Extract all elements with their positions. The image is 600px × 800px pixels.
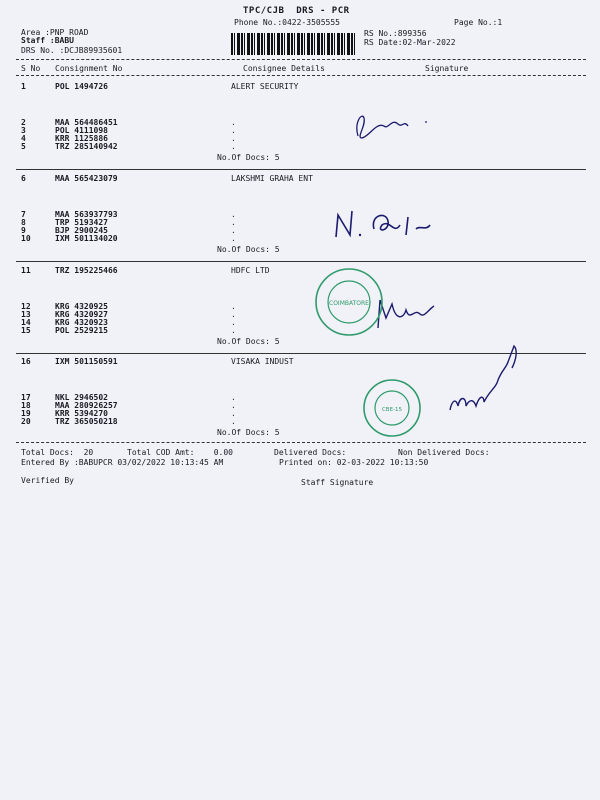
group-divider bbox=[16, 169, 586, 170]
entered-by: Entered By :BABUPCR 03/02/2022 10:13:45 AM bbox=[21, 458, 224, 467]
consignee-dot: . bbox=[231, 409, 236, 418]
consignee-dot: . bbox=[231, 210, 236, 219]
docs-count: No.Of Docs: 5 bbox=[217, 428, 280, 437]
row-sno: 16 bbox=[21, 357, 31, 366]
consignment-number: KRG 4320925 bbox=[55, 302, 108, 311]
visaka-stamp bbox=[360, 376, 424, 440]
consignee-dot: . bbox=[231, 302, 236, 311]
consignee-dot: . bbox=[231, 417, 236, 426]
docs-count: No.Of Docs: 5 bbox=[217, 245, 280, 254]
row-sno: 7 bbox=[21, 210, 26, 219]
consignee-dot: . bbox=[231, 401, 236, 410]
divider bbox=[16, 75, 586, 76]
consignment-number: TRZ 285140942 bbox=[55, 142, 118, 151]
row-sno: 2 bbox=[21, 118, 26, 127]
signature-2 bbox=[330, 205, 460, 245]
row-sno: 12 bbox=[21, 302, 31, 311]
consignee-dot: . bbox=[231, 318, 236, 327]
column-sno: S No bbox=[21, 64, 41, 73]
consignment-number: TRP 5193427 bbox=[55, 218, 108, 227]
consignment-number: TRZ 365050218 bbox=[55, 417, 118, 426]
column-signature: Signature bbox=[425, 64, 469, 73]
consignment-number: POL 1494726 bbox=[55, 82, 108, 91]
total-docs: Total Docs: 20 bbox=[21, 448, 94, 457]
consignment-number: POL 2529215 bbox=[55, 326, 108, 335]
row-sno: 4 bbox=[21, 134, 26, 143]
non-delivered-docs: Non Delivered Docs: bbox=[398, 448, 490, 457]
row-sno: 10 bbox=[21, 234, 31, 243]
consignment-number: KRR 5394270 bbox=[55, 409, 108, 418]
consignee-dot: . bbox=[231, 234, 236, 243]
delivered-docs: Delivered Docs: bbox=[274, 448, 347, 457]
consignee-dot: . bbox=[231, 310, 236, 319]
area-label: Area :PNP ROAD bbox=[21, 28, 89, 37]
row-sno: 13 bbox=[21, 310, 31, 319]
row-sno: 19 bbox=[21, 409, 31, 418]
rs-number: RS No.:899356 bbox=[364, 29, 427, 38]
consignee-dot: . bbox=[231, 326, 236, 335]
consignment-number: TRZ 195225466 bbox=[55, 266, 118, 275]
row-sno: 17 bbox=[21, 393, 31, 402]
consignment-number: MAA 565423079 bbox=[55, 174, 118, 183]
column-consignment: Consignment No bbox=[55, 64, 123, 73]
row-sno: 14 bbox=[21, 318, 31, 327]
consignment-number: KRG 4320927 bbox=[55, 310, 108, 319]
row-sno: 6 bbox=[21, 174, 26, 183]
rs-date: RS Date:02-Mar-2022 bbox=[364, 38, 456, 47]
consignee-name: HDFC LTD bbox=[231, 266, 270, 275]
divider bbox=[16, 59, 586, 60]
consignee-dot: . bbox=[231, 393, 236, 402]
row-sno: 9 bbox=[21, 226, 26, 235]
signature-4 bbox=[444, 340, 534, 420]
row-sno: 11 bbox=[21, 266, 31, 275]
docs-count: No.Of Docs: 5 bbox=[217, 153, 280, 162]
barcode bbox=[231, 33, 357, 55]
consignment-number: IXM 501150591 bbox=[55, 357, 118, 366]
consignee-dot: . bbox=[231, 118, 236, 127]
row-sno: 5 bbox=[21, 142, 26, 151]
consignee-name: ALERT SECURITY bbox=[231, 82, 299, 91]
document-title: TPC/CJB DRS - PCR bbox=[243, 6, 350, 16]
row-sno: 20 bbox=[21, 417, 31, 426]
row-sno: 8 bbox=[21, 218, 26, 227]
column-consignee: Consignee Details bbox=[243, 64, 325, 73]
consignment-number: KRG 4320923 bbox=[55, 318, 108, 327]
consignee-dot: . bbox=[231, 218, 236, 227]
consignment-number: MAA 563937793 bbox=[55, 210, 118, 219]
consignee-dot: . bbox=[231, 142, 236, 151]
consignment-number: POL 4111098 bbox=[55, 126, 108, 135]
consignment-number: NKL 2946502 bbox=[55, 393, 108, 402]
divider bbox=[16, 442, 586, 443]
consignee-name: LAKSHMI GRAHA ENT bbox=[231, 174, 313, 183]
consignment-number: MAA 280926257 bbox=[55, 401, 118, 410]
consignee-name: VISAKA INDUST bbox=[231, 357, 294, 366]
verified-by: Verified By bbox=[21, 476, 74, 485]
docs-count: No.Of Docs: 5 bbox=[217, 337, 280, 346]
consignment-number: IXM 501134020 bbox=[55, 234, 118, 243]
row-sno: 3 bbox=[21, 126, 26, 135]
drs-number: DRS No. :DCJB89935601 bbox=[21, 46, 123, 55]
total-cod: Total COD Amt: 0.00 bbox=[127, 448, 233, 457]
svg-text:CBE-15: CBE-15 bbox=[381, 407, 403, 413]
page-number: Page No.:1 bbox=[454, 18, 503, 27]
group-divider bbox=[16, 261, 586, 262]
phone-number: Phone No.:0422-3505555 bbox=[234, 18, 340, 27]
svg-text:COIMBATORE: COIMBATORE bbox=[329, 300, 369, 307]
row-sno: 1 bbox=[21, 82, 26, 91]
staff-label: Staff :BABU bbox=[21, 36, 74, 45]
consignee-dot: . bbox=[231, 126, 236, 135]
row-sno: 18 bbox=[21, 401, 31, 410]
staff-signature: Staff Signature bbox=[301, 478, 374, 487]
consignment-number: MAA 564486451 bbox=[55, 118, 118, 127]
consignee-dot: . bbox=[231, 226, 236, 235]
printed-on: Printed on: 02-03-2022 10:13:50 bbox=[279, 458, 429, 467]
consignee-dot: . bbox=[231, 134, 236, 143]
row-sno: 15 bbox=[21, 326, 31, 335]
signature-1 bbox=[348, 108, 438, 144]
consignment-number: KRR 1125886 bbox=[55, 134, 108, 143]
hdfc-stamp bbox=[312, 265, 386, 339]
consignment-number: BJP 2900245 bbox=[55, 226, 108, 235]
